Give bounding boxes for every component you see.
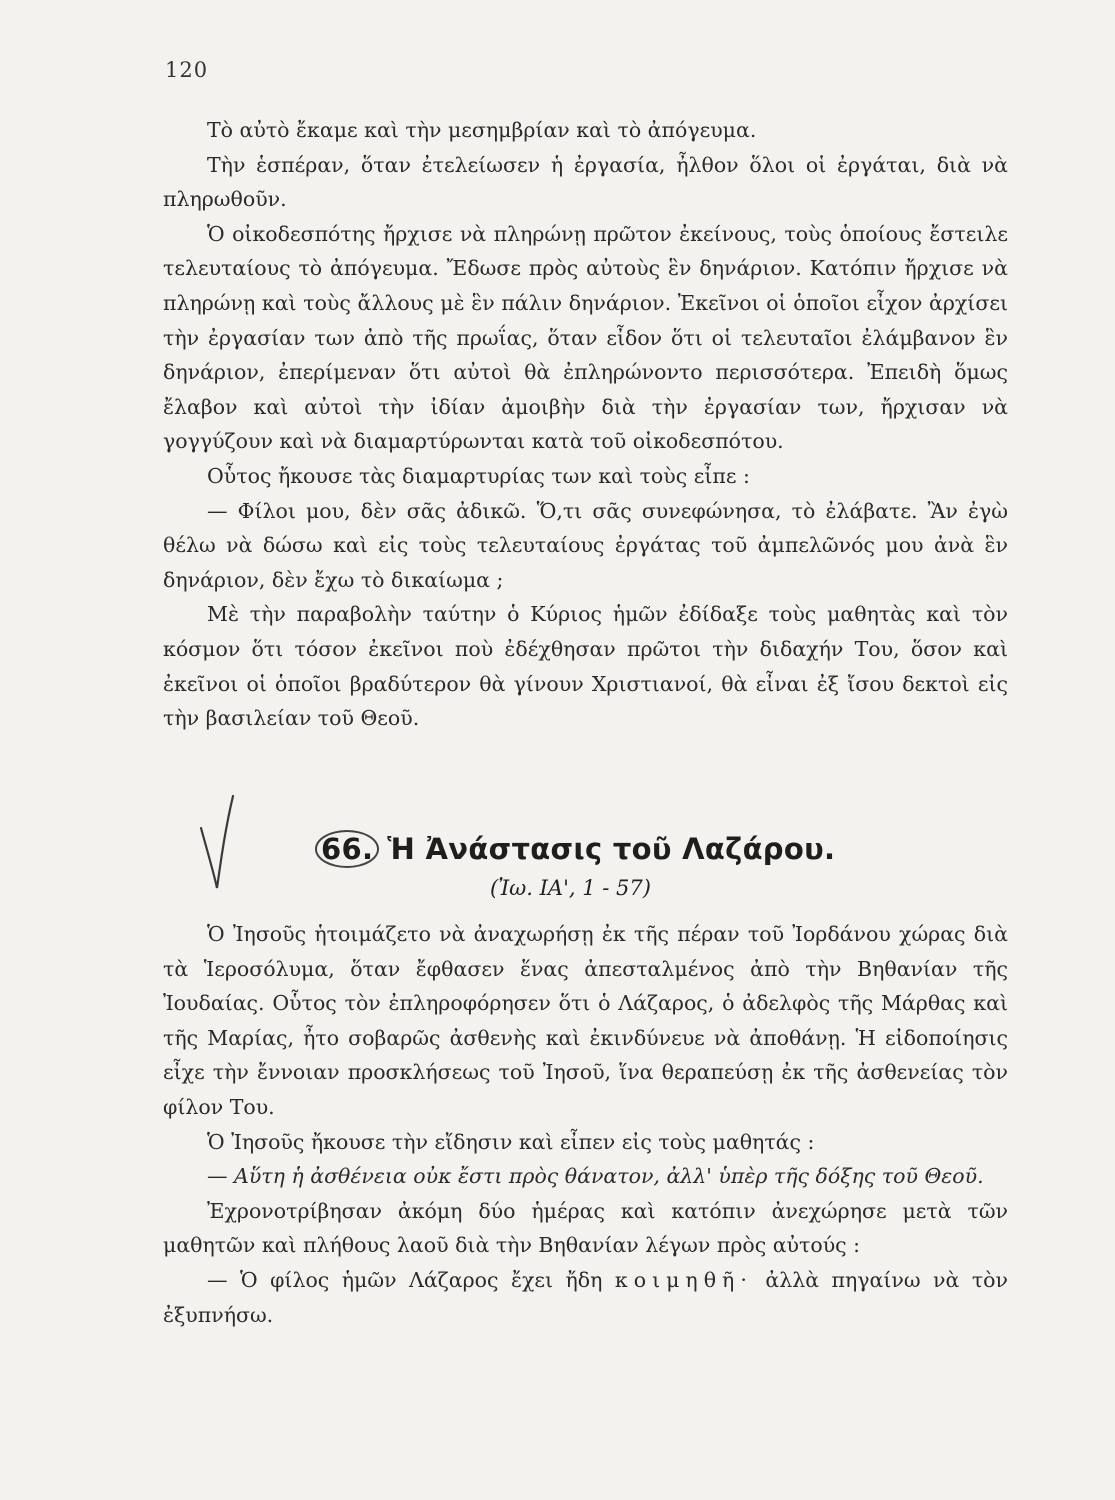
dialogue-paragraph xyxy=(163,1263,1008,1332)
paragraph: Τὴν ἑσπέραν, ὅταν ἐτελείωσεν ἡ ἐργασία, ἦλθον ὅλοι οἱ ἐργάται, διὰ νὰ πληρωθοῦν. xyxy=(163,152,1008,212)
quote-paragraph: — Αὕτη ἡ ἀσθένεια οὐκ ἔστι πρὸς θάνατον, ἀλλ' ὑπὲρ τῆς δόξης τοῦ Θεοῦ. xyxy=(207,1164,984,1189)
paragraph: Οὗτος ἤκουσε τὰς διαμαρτυρίας των καὶ τοὺς εἶπε : xyxy=(207,463,750,488)
handwritten-checkmark-icon xyxy=(195,790,245,895)
paragraph: Ἐχρονοτρίβησαν ἀκόμη δύο ἡμέρας καὶ κατόπιν ἀνεχώρησε μετὰ τῶν μαθητῶν καὶ πλήθους λαοῦ διὰ τὴν Βηθανίαν λέγων πρὸς αὐτούς : xyxy=(163,1198,1008,1258)
main-text-section-2 xyxy=(163,917,1008,1332)
page-number: 120 xyxy=(165,58,209,82)
section-title: Ἡ Ἀνάστασις τοῦ Λαζάρου. xyxy=(387,832,836,866)
paragraph: Μὲ τὴν παραβολὴν ταύτην ὁ Κύριος ἡμῶν ἐδίδαξε τοὺς μαθητὰς καὶ τὸν κόσμον ὅτι τόσον ἐκεῖνοι ποὺ ἐδέχθησαν πρῶτοι τὴν διδαχήν Του, ὅσον καὶ ἐκεῖνοι οἱ ὁποῖοι βραδύτερον θὰ γίνουν Χριστιανοί, θὰ εἶναι ἐξ ἴσου δεκτοὶ εἰς τὴν βασιλείαν τοῦ Θεοῦ. xyxy=(163,602,1008,731)
paragraph: Ὁ Ἰησοῦς ἤκουσε τὴν εἴδησιν καὶ εἶπεν εἰς τοὺς μαθητάς : xyxy=(207,1129,815,1154)
paragraph: Ὁ Ἰησοῦς ἡτοιμάζετο νὰ ἀναχωρήσῃ ἐκ τῆς πέραν τοῦ Ἰορδάνου χώρας διὰ τὰ Ἱεροσόλυμα, ὅταν ἔφθασεν ἕνας ἀπεσταλμένος ἀπὸ τὴν Βηθανίαν τῆς Ἰουδαίας. Οὗτος τὸν ἐπληροφόρησεν ὅτι ὁ Λάζαρος, ὁ ἀδελφὸς τῆς Μάρθας καὶ τῆς Μαρίας, ἦτο σοβαρῶς ἀσθενὴς καὶ ἐκινδύνευε νὰ ἀποθάνῃ. Ἡ εἰδοποίησις εἶχε τὴν ἔννοιαν προσκλήσεως τοῦ Ἰησοῦ, ἵνα θεραπεύσῃ ἐκ τῆς ἀσθενείας τὸν φίλον Του. xyxy=(163,922,1008,1119)
dialogue-paragraph: — Φίλοι μου, δὲν σᾶς ἀδικῶ. Ὅ,τι σᾶς συνεφώνησα, τὸ ἐλάβατε. Ἂν ἐγὼ θέλω νὰ δώσω καὶ εἰς τοὺς τελευταίους ἐργάτας τοῦ ἀμπελῶνός μου ἀνὰ ἓν δηνάριον, δὲν ἔχω τὸ δικαίωμα ; xyxy=(163,498,1008,592)
spaced-word: κοιμηθῆ· xyxy=(614,1267,753,1292)
scripture-reference: (Ἰω. ΙΑ', 1 - 57) xyxy=(490,876,651,900)
main-text-section-1 xyxy=(163,113,1008,736)
paragraph: Ὁ οἰκοδεσπότης ἤρχισε νὰ πληρώνῃ πρῶτον ἐκείνους, τοὺς ὁποίους ἔστειλε τελευταίους τὸ ἀπόγευμα. Ἔδωσε πρὸς αὐτοὺς ἓν δηνάριον. Κατόπιν ἤρχισε νὰ πληρώνῃ καὶ τοὺς ἄλλους μὲ ἓν πάλιν δηνάριον. Ἐκεῖνοι οἱ ὁποῖοι εἶχον ἀρχίσει τὴν ἐργασίαν των ἀπὸ τῆς πρωΐας, ὅταν εἶδον ὅτι οἱ τελευταῖοι ἐλάμβανον ἓν δηνάριον, ἐπερίμεναν ὅτι αὐτοὶ θὰ ἐπληρώνοντο περισσότερα. Ἐπειδὴ ὅμως ἔλαβον καὶ αὐτοὶ τὴν ἰδίαν ἀμοιβὴν διὰ τὴν ἐργασίαν των, ἤρχισαν νὰ γογγύζουν καὶ νὰ διαμαρτύρωνται κατὰ τοῦ οἰκοδεσπότου. xyxy=(163,221,1008,454)
paragraph: Τὸ αὐτὸ ἔκαμε καὶ τὴν μεσημβρίαν καὶ τὸ ἀπόγευμα. xyxy=(207,118,757,142)
last-line-end: ἀλλὰ πηγαίνω νὰ τὸν ἐξυπνήσω. xyxy=(163,1267,1008,1327)
section-number: 66. xyxy=(315,830,379,868)
last-line-start: — Ὁ φίλος ἡμῶν Λάζαρος ἔχει ἤδη xyxy=(207,1267,603,1292)
section-heading xyxy=(315,830,835,868)
